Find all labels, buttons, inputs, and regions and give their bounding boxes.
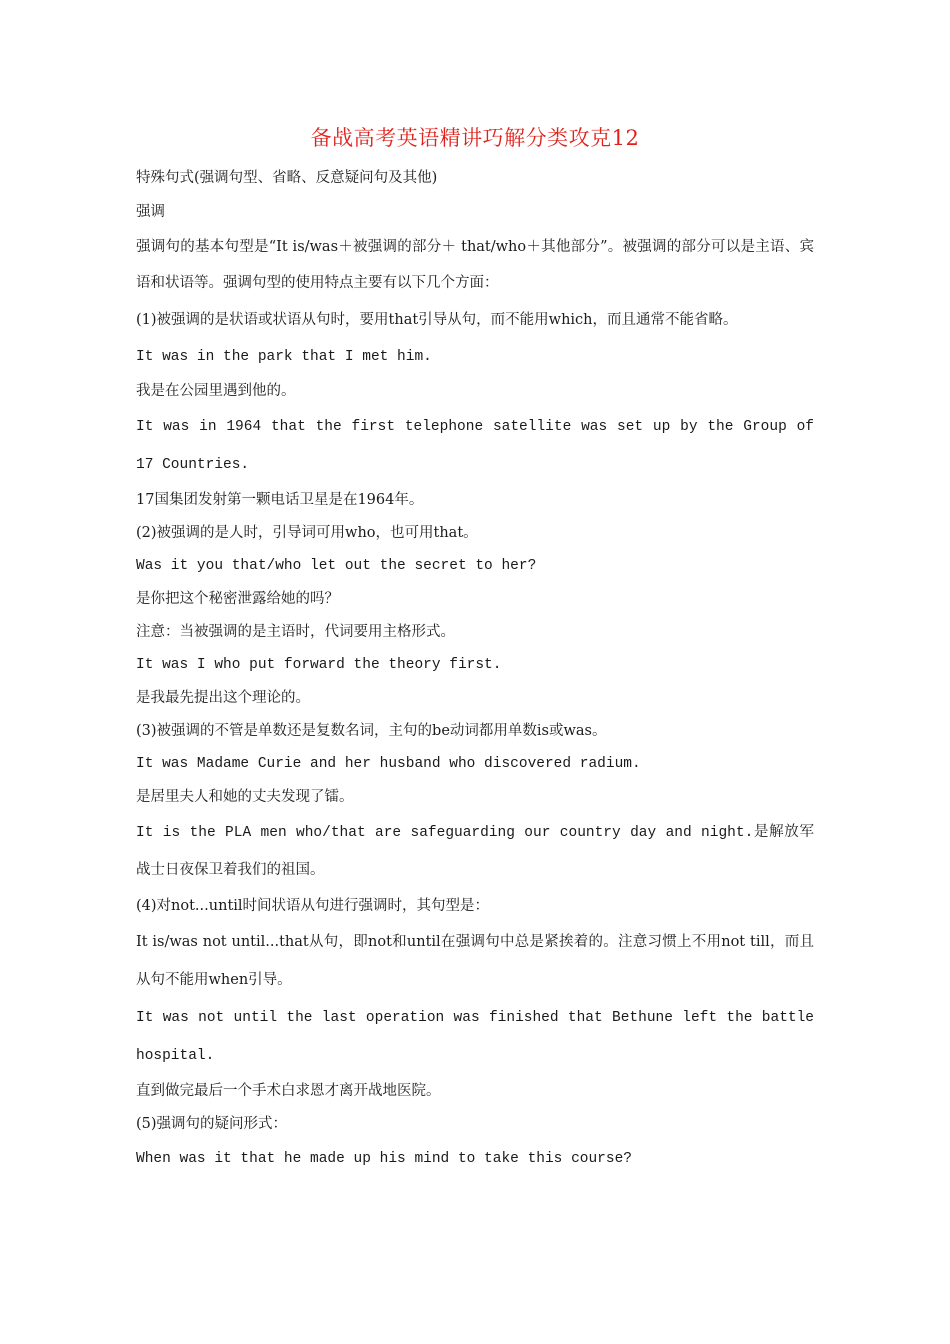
- example-translation: 我是在公园里遇到他的。: [136, 383, 296, 399]
- rule-paragraph: It is/was not until...that从句，即not和until在强调句中总是紧挨着的。注意习惯上不用not till，而且从句不能用when引导。: [136, 934, 814, 988]
- example-sentence: It was in the park that I met him.: [136, 349, 432, 365]
- note-paragraph: 注意：当被强调的是主语时，代词要用主格形式。: [136, 624, 455, 640]
- example-sentence: It was Madame Curie and her husband who discovered radium.: [136, 756, 641, 772]
- example-translation: 17国集团发射第一颗电话卫星是在1964年。: [136, 492, 424, 508]
- example-translation: 是我最先提出这个理论的。: [136, 690, 310, 706]
- example-translation: 直到做完最后一个手术白求恩才离开战地医院。: [136, 1083, 441, 1099]
- example-sentence: It was not until the last operation was finished that Bethune left the battle hospital.: [136, 1010, 814, 1064]
- example-sentence: When was it that he made up his mind to take this course?: [136, 1151, 632, 1167]
- rule-paragraph: (2)被强调的是人时，引导词可用who，也可用that。: [136, 525, 478, 541]
- subsection-heading: 强调: [136, 204, 165, 220]
- document-title: 备战高考英语精讲巧解分类攻克12: [310, 126, 640, 150]
- rule-paragraph: (4)对not...until时间状语从句进行强调时，其句型是：: [136, 898, 490, 914]
- example-sentence: It is the PLA men who/that are safeguarding our country day and night.是解放军战士日夜保卫着我们的祖国。: [136, 825, 814, 879]
- document-body: [136, 160, 814, 1177]
- rule-paragraph: (1)被强调的是状语或状语从句时，要用that引导从句，而不能用which，而且通常不能省略。: [136, 312, 738, 328]
- rule-paragraph: (3)被强调的不管是单数还是复数名词，主句的be动词都用单数is或was。: [136, 723, 607, 739]
- rule-paragraph: (5)强调句的疑问形式：: [136, 1116, 288, 1132]
- body-paragraph: 强调句的基本句型是“It is/was＋被强调的部分＋ that/who＋其他部分”。被强调的部分可以是主语、宾语和状语等。强调句型的使用特点主要有以下几个方面：: [136, 239, 814, 291]
- example-sentence: Was it you that/who let out the secret to her?: [136, 558, 537, 574]
- example-translation: 是你把这个秘密泄露给她的吗？: [136, 591, 339, 607]
- section-heading: 特殊句式(强调句型、省略、反意疑问句及其他): [136, 170, 438, 186]
- example-sentence: It was I who put forward the theory first.: [136, 657, 502, 673]
- example-translation: 是居里夫人和她的丈夫发现了镭。: [136, 789, 354, 805]
- example-sentence: It was in 1964 that the first telephone satellite was set up by the Group of 17 Countries.: [136, 419, 814, 473]
